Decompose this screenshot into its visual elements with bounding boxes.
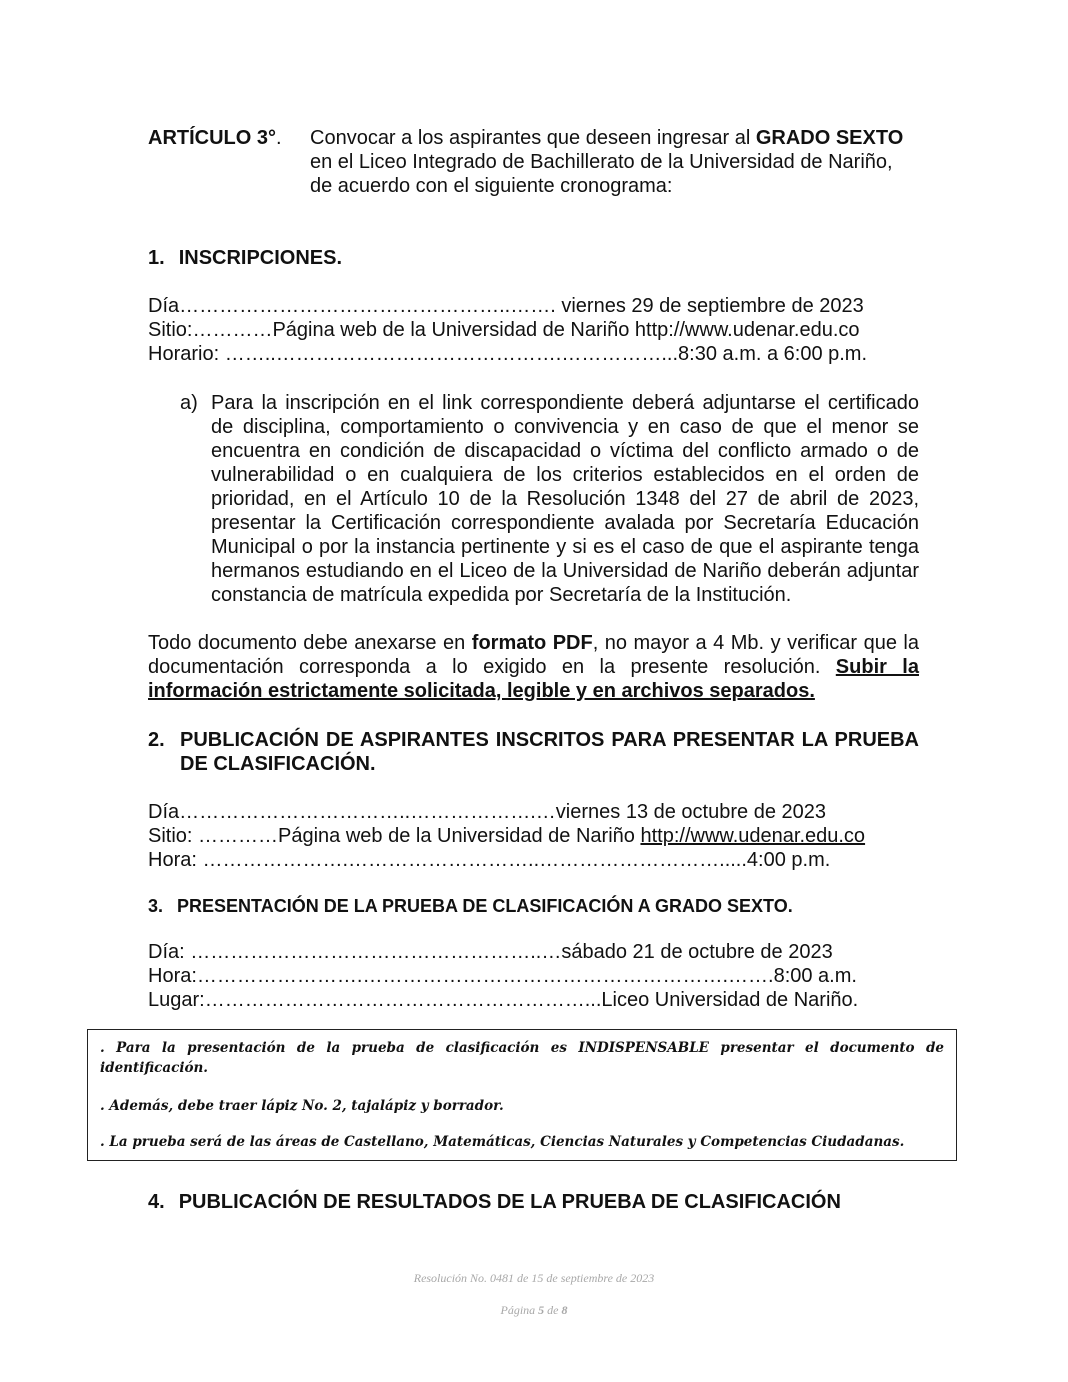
- section-2-row-hora: Hora: ………………….………………………..……………………….....4:00 p.m.: [148, 849, 831, 871]
- article-line-3: de acuerdo con el siguiente cronograma:: [310, 175, 673, 197]
- section-1-row-dia: Día…………………………………………..……. viernes 29 de septiembre de 2023: [148, 295, 864, 317]
- section-2-heading: PUBLICACIÓN DE ASPIRANTES INSCRITOS PARA PRESENTAR LA PRUEBA DE CLASIFICACIÓN.: [180, 729, 919, 775]
- list-item-a-label: a): [180, 392, 198, 414]
- section-1-heading: 1. INSCRIPCIONES.: [148, 247, 343, 269]
- section-4-heading: 4. PUBLICACIÓN DE RESULTADOS DE LA PRUEBA DE CLASIFICACIÓN: [148, 1191, 841, 1213]
- section-1-row-horario: Horario: ……..…………………………………….……………...8:30 a.m. a 6:00 p.m.: [148, 343, 868, 365]
- section-2-row-sitio: Sitio: …………Página web de la Universidad de Nariño http://www.udenar.edu.co: [148, 825, 866, 847]
- section-3-row-lugar: Lugar:…………………………………………………...Liceo Universidad de Nariño.: [148, 989, 859, 1011]
- footer-page-number: Página 5 de 8: [500, 1303, 568, 1317]
- requirement-note-supplies: . Además, debe traer lápiz No. 2, tajalápiz y borrador.: [100, 1098, 504, 1114]
- article-label: ARTÍCULO 3°.: [148, 127, 282, 149]
- udenar-link[interactable]: http://www.udenar.edu.co: [640, 825, 866, 847]
- requirements-box: [87, 1029, 957, 1161]
- section-3-row-dia: Día: ……………………………………………..…sábado 21 de octubre de 2023: [148, 941, 833, 963]
- footer-resolution: Resolución No. 0481 de 15 de septiembre de 2023: [413, 1271, 655, 1285]
- section-3-row-hora: Hora:…………………….……………………………………………….…….8:00 a.m.: [148, 965, 857, 987]
- requirement-note-areas: . La prueba será de las áreas de Castellano, Matemáticas, Ciencias Naturales y Competencias Ciudadanas.: [100, 1134, 905, 1150]
- article-line-2: en el Liceo Integrado de Bachillerato de la Universidad de Nariño,: [310, 151, 893, 173]
- requirement-note-id: . Para la presentación de la prueba de clasificación es INDISPENSABLE presentar el documento de identificación.: [100, 1040, 944, 1076]
- section-2-row-dia: Día……………………………..……………….…viernes 13 de octubre de 2023: [148, 801, 826, 823]
- section-3-heading: 3. PRESENTACIÓN DE LA PRUEBA DE CLASIFICACIÓN A GRADO SEXTO.: [148, 896, 793, 916]
- section-2-number: 2.: [148, 729, 165, 751]
- list-item-a-text: Para la inscripción en el link correspondiente deberá adjuntarse el certificado de disciplina, comportamiento o convivencia y en caso de que el menor se encuentra en condición de discapacidad o víctima del conflicto armado o de vulnerabilidad o en cualquiera de los criterios establecidos en el orden de prioridad, en el Artículo 10 de la Resolución 1348 del 27 de abril de 2023, presentar la Certificación correspondiente avalada por Secretaría Educación Municipal o por la instancia pertinente y si es el caso de que el aspirante tenga hermanos estudiando en el Liceo de la Universidad de Nariño deberán adjuntar constancia de matrícula expedida por Secretaría de la Institución.: [211, 392, 919, 606]
- section-1-row-sitio: Sitio:…………Página web de la Universidad de Nariño http://www.udenar.edu.co: [148, 319, 860, 341]
- article-line-1: Convocar a los aspirantes que deseen ingresar al GRADO SEXTO: [310, 127, 904, 149]
- format-note: Todo documento debe anexarse en formato PDF, no mayor a 4 Mb. y verificar que la documentación corresponda a lo exigido en la presente resolución. Subir la información estrictamente solicitada, legible y en archivos separados.: [148, 632, 920, 702]
